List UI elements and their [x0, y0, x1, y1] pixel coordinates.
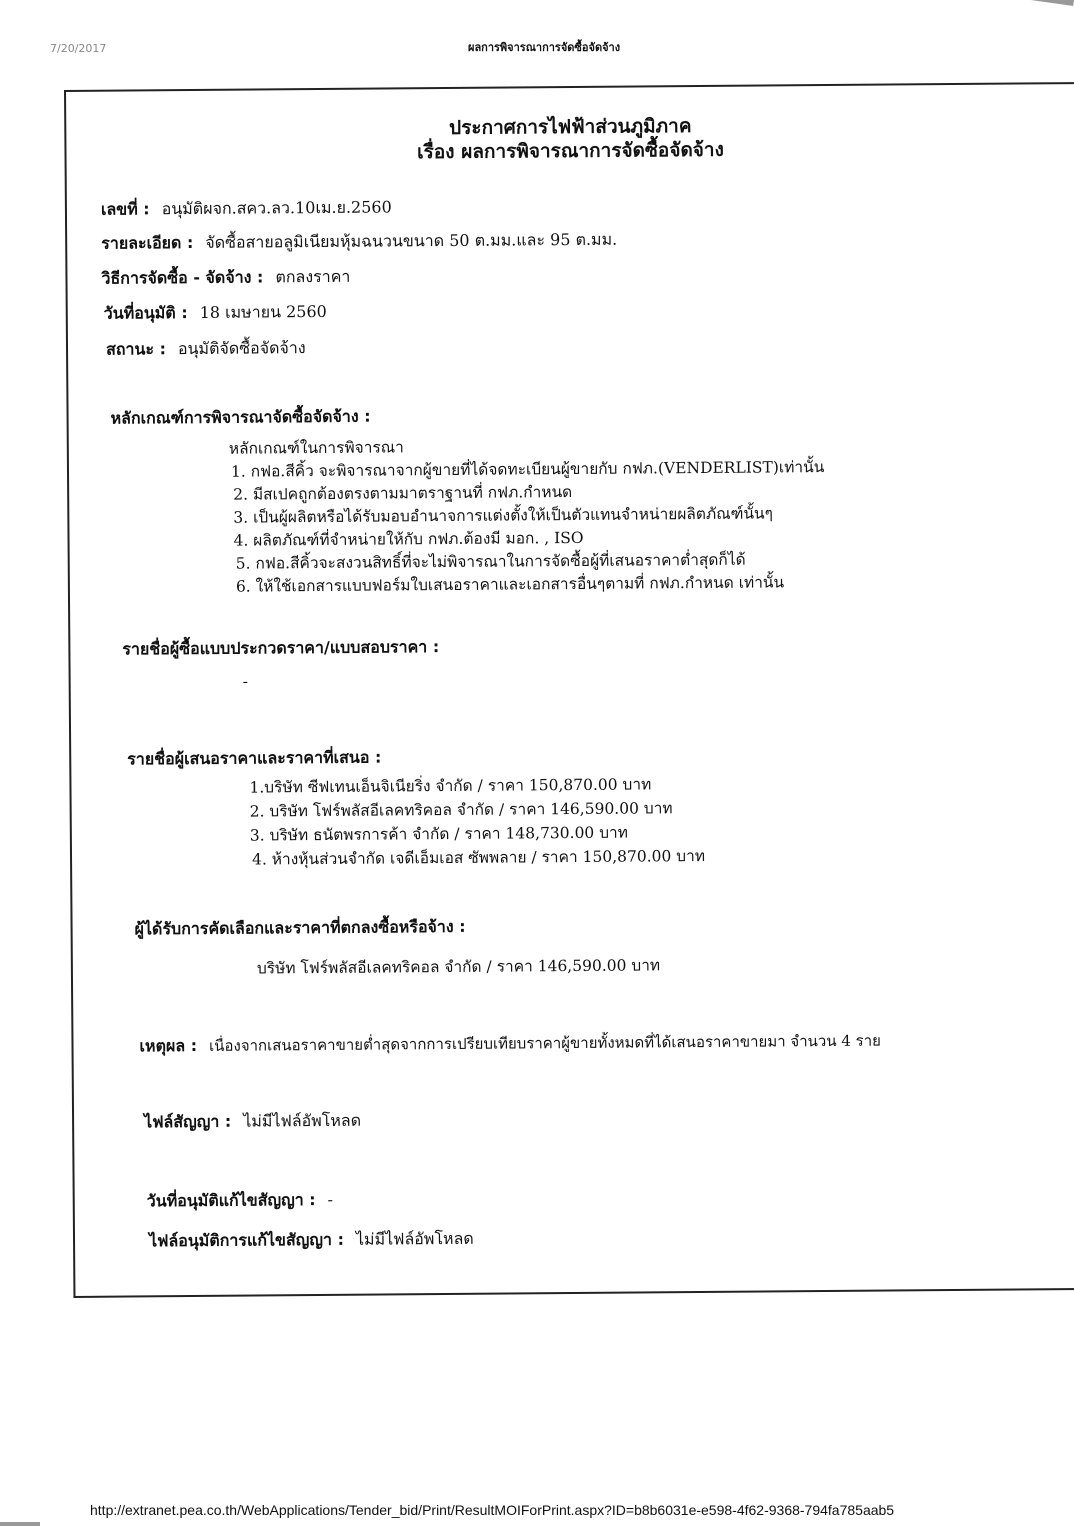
status-field — [106, 336, 306, 363]
announcement-frame — [64, 82, 1074, 1298]
buyers-heading — [122, 635, 439, 662]
number-value: อนุมัติผจก.สคว.ลว.10เม.ย.2560 — [161, 197, 392, 219]
scan-edge-shadow — [0, 1522, 40, 1526]
criteria-item: 1. กฟอ.สีคิ้ว จะพิจารณาจากผู้ขายที่ได้จดทะเบียนผู้ขายกับ กฟภ.(VENDERLIST)เท่านั้น — [230, 458, 825, 481]
criteria-item: 3. เป็นผู้ผลิตหรือได้รับมอบอำนาจการแต่งตั้งให้เป็นตัวแทนจำหน่ายผลิตภัณฑ์นั้นๆ — [233, 504, 774, 527]
contract-amend-date-label: วันที่อนุมัติแก้ไขสัญญา : — [146, 1190, 316, 1211]
method-value: ตกลงราคา — [275, 266, 351, 287]
contract-file-label: ไฟล์สัญญา : — [144, 1111, 232, 1132]
criteria-item: 2. มีสเปคถูกต้องตรงตามมาตราฐานที่ กฟภ.กำหนด — [233, 483, 573, 504]
detail-field — [101, 228, 617, 257]
bidders-heading-text: รายชื่อผู้เสนอราคาและราคาที่เสนอ : — [127, 747, 382, 769]
announcement-title: ประกาศการไฟฟ้าส่วนภูมิภาค — [449, 115, 692, 139]
criteria-subheading: หลักเกณฑ์ในการพิจารณา — [228, 438, 404, 458]
selected-value: บริษัท โฟร์พลัสอีเลคทริคอล จำกัด / ราคา 146,590.00 บาท — [256, 956, 661, 978]
criteria-heading-text: หลักเกณฑ์การพิจารณาจัดซื้อจัดจ้าง : — [110, 406, 371, 428]
detail-value: จัดซื้อสายอลูมิเนียมหุ้มฉนวนขนาด 50 ต.มม.และ 95 ต.มม. — [205, 229, 618, 252]
bidders-heading — [127, 746, 381, 773]
announcement-subject: เรื่อง ผลการพิจารณาการจัดซื้อจัดจ้าง — [417, 138, 724, 164]
approval-date-value: 18 เมษายน 2560 — [199, 301, 327, 322]
criteria-heading — [110, 405, 370, 432]
approval-date-field — [104, 300, 327, 327]
contract-amend-date-value: - — [327, 1189, 334, 1209]
bidder-item: 1.บริษัท ซีฟเทนเอ็นจิเนียริ่ง จำกัด / ราคา 150,870.00 บาท — [249, 775, 652, 797]
selected-heading-text: ผู้ได้รับการคัดเลือกและราคาที่ตกลงซื้อหรือจ้าง : — [134, 916, 466, 939]
reason-value: เนื่องจากเสนอราคาขายต่ำสุดจากการเปรียบเทียบราคาผู้ขายทั้งหมดที่ได้เสนอราคาขายมา จำนวน 4 ราย — [209, 1031, 881, 1055]
reason-field — [139, 1029, 881, 1060]
buyers-heading-text: รายชื่อผู้ซื้อแบบประกวดราคา/แบบสอบราคา : — [122, 637, 440, 659]
print-page-title: ผลการพิจารณาการจัดซื้อจัดจ้าง — [468, 41, 621, 54]
contract-amend-file-label: ไฟล์อนุมัติการแก้ไขสัญญา : — [148, 1229, 345, 1251]
approval-date-label: วันที่อนุมัติ : — [103, 303, 188, 323]
footer-url: http://extranet.pea.co.th/WebApplications/Tender_bid/Print/ResultMOIForPrint.aspx?ID=b8b6031e-e598-4f62-9368-794fa785aab5 — [90, 1502, 895, 1518]
contract-amend-file-value: ไม่มีไฟล์อัพโหลด — [355, 1228, 474, 1249]
print-date: 7/20/2017 — [50, 42, 107, 55]
number-field — [101, 195, 392, 222]
buyers-value: - — [242, 672, 248, 691]
bidder-item: 3. บริษัท ธนัตพรการค้า จำกัด / ราคา 148,730.00 บาท — [249, 823, 629, 845]
method-label: วิธีการจัดซื้อ - จัดจ้าง : — [101, 267, 264, 288]
status-value: อนุมัติจัดซื้อจัดจ้าง — [177, 338, 306, 359]
reason-label: เหตุผล : — [139, 1035, 198, 1056]
detail-label: รายละเอียด : — [101, 232, 194, 253]
contract-amend-date-field — [147, 1188, 334, 1214]
bidder-item: 4. ห้างหุ้นส่วนจำกัด เจดีเอ็มเอส ซัพพลาย / ราคา 150,870.00 บาท — [251, 846, 706, 869]
criteria-item: 5. กฟอ.สีคิ้วจะสงวนสิทธิ์ที่จะไม่พิจารณาในการจัดซื้อผู้ที่เสนอราคาต่ำสุดก็ได้ — [235, 550, 746, 573]
scan-edge-shadow — [1014, 0, 1074, 6]
criteria-item: 6. ให้ใช้เอกสารแบบฟอร์มใบเสนอราคาและเอกสารอื่นๆตามที่ กฟภ.กำหนด เท่านั้น — [235, 573, 785, 596]
criteria-item: 4. ผลิตภัณฑ์ที่จำหน่ายให้กับ กฟภ.ต้องมี มอก. , ISO — [233, 528, 584, 550]
contract-file-value: ไม่มีไฟล์อัพโหลด — [243, 1110, 362, 1131]
bidder-item: 2. บริษัท โฟร์พลัสอีเลคทริคอล จำกัด / ราคา 146,590.00 บาท — [249, 799, 673, 821]
contract-amend-file-field — [149, 1227, 474, 1255]
status-label: สถานะ : — [105, 339, 167, 359]
selected-heading — [135, 915, 466, 943]
method-field — [101, 265, 350, 292]
contract-file-field — [144, 1109, 361, 1136]
number-label: เลขที่ : — [100, 199, 150, 219]
